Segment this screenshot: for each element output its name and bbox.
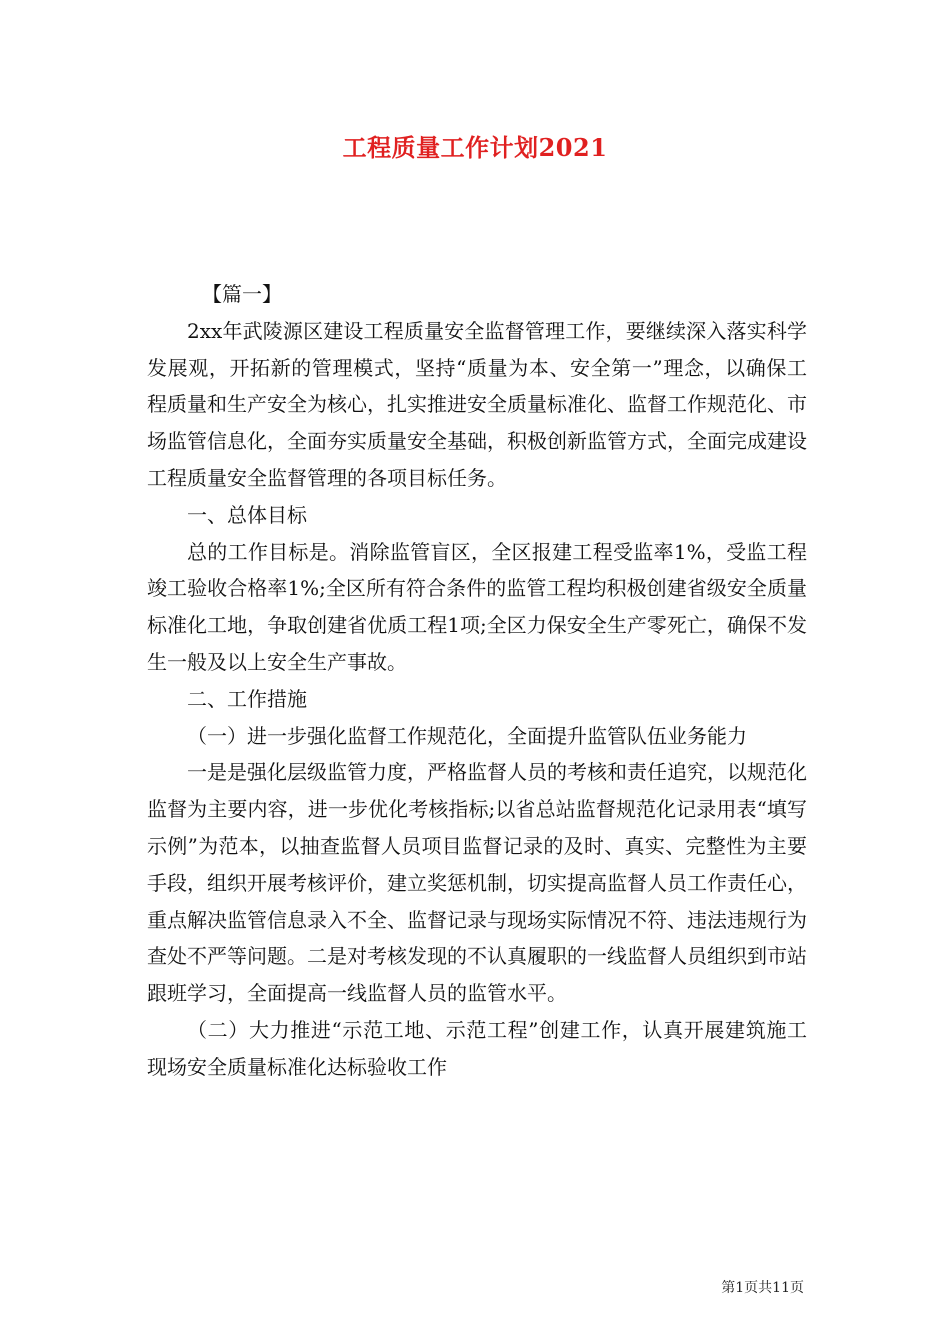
heading-work-measures: 二、工作措施: [187, 686, 307, 711]
document-title: 工程质量工作计划2021: [342, 133, 608, 162]
page-number-footer: 第1页共11页: [721, 1280, 804, 1296]
document-body: [147, 276, 807, 1086]
intro-paragraph: 2xx年武陵源区建设工程质量安全监督管理工作，要继续深入落实科学发展观，开拓新的管理模式，坚持“质量为本、安全第一”理念，以确保工程质量和生产安全为核心，扎实推进安全质量标准化、监督工作规范化、市场监管信息化，全面夯实质量安全基础，积极创新监管方式，全面完成建设工程质量安全监督管理的各项目标任务。: [147, 318, 807, 490]
goal-paragraph: 总的工作目标是。消除监管盲区，全区报建工程受监率1%，受监工程竣工验收合格率1%;全区所有符合条件的监管工程均积极创建省级安全质量标准化工地，争取创建省优质工程1项;全区力保安全生产零死亡，确保不发生一般及以上安全生产事故。: [147, 539, 807, 674]
measure-1-body: 一是是强化层级监管力度，严格监督人员的考核和责任追究，以规范化监督为主要内容，进一步优化考核指标;以省总站监督规范化记录用表“填写示例”为范本，以抽查监督人员项目监督记录的及时、真实、完整性为主要手段，组织开展考核评价，建立奖惩机制，切实提高监督人员工作责任心，重点解决监管信息录入不全、监督记录与现场实际情况不符、违法违规行为查处不严等问题。二是对考核发现的不认真履职的一线监督人员组织到市站跟班学习，全面提高一线监督人员的监管水平。: [147, 760, 807, 1006]
measure-2-title: （二）大力推进“示范工地、示范工程”创建工作，认真开展建筑施工现场安全质量标准化达标验收工作: [147, 1017, 807, 1079]
measure-1-title: （一）进一步强化监督工作规范化，全面提升监管队伍业务能力: [187, 723, 747, 748]
heading-overall-goal: 一、总体目标: [187, 502, 307, 527]
section-label: 【篇一】: [202, 282, 282, 306]
